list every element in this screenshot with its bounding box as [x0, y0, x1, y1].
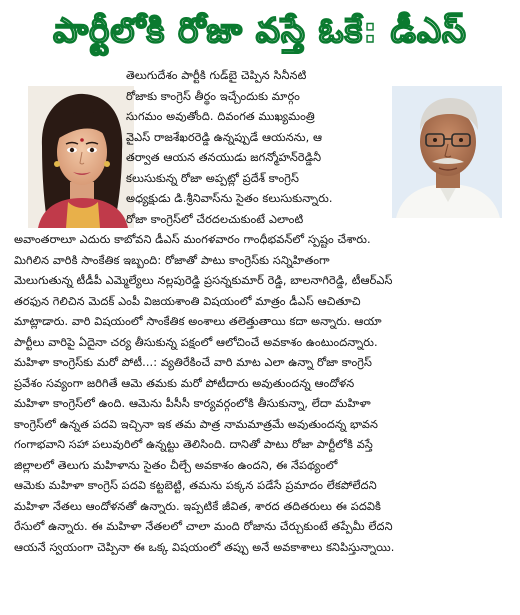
article-line: ఆయనే స్వయంగా చెప్పినా ఈ ఒక్క విషయంలో తప్పు అనే అవకాశాలు కనిపిస్తున్నాయి. [14, 540, 395, 554]
article-line: తర్వాత ఆయన తనయుడు జగన్మోహన్‌రెడ్డినీ [126, 151, 322, 164]
article-line: పార్టీలు వారిపై ఏదైనా చర్య తీసుకున్న పక్షంలో ఆలోచించే అవకాశం ఉంటుందన్నారు. [14, 335, 378, 349]
article-line: తరఫున గెలిచిన మెదక్ ఎంపీ విజయశాంతి విషయంలో మాత్రం డీఎస్ ఆచితూచి [14, 294, 361, 308]
article-line: కాంగ్రెస్‌లో ఉన్నత పదవి ఇచ్చినా ఇక తమ పాత్ర నామమాత్రమే అవుతుందన్న భావన [14, 417, 379, 431]
article-line: రోజాకు కాంగ్రెస్ తీర్థం ఇచ్చేందుకు మార్గం [126, 89, 300, 103]
article-line: మాట్లాడారు. వారి విషయంలో సాంకేతిక అంశాలు తలెత్తుతాయి కదా అన్నారు. ఆయా [14, 315, 382, 328]
article-line: కలుసుకున్న రోజా అప్పట్లో ప్రదేశ్ కాంగ్రెస్ [126, 171, 300, 185]
article-line: మహిళా నేతలు ఆందోళనతో ఉన్నారు. ఇప్పటికే జీవిత, శారద తదితరులు ఈ పదవికి [14, 499, 382, 513]
article-line: అవాంతరాలూ ఎదురు కాబోవని డీఎస్ మంగళవారం గాంధీభవన్‌లో స్పష్టం చేశారు. [14, 233, 371, 246]
article-line: ప్రవేశం సవ్యంగా జరిగితే ఆమె తమకు మరో పోటీదారు అవుతుందన్న ఆందోళన [14, 376, 355, 390]
article-line: మహిళా కాంగ్రెస్‌కు మరో పోటీ...: వ్యతిరేకించే వారి మాట ఎలా ఉన్నా రోజా కాంగ్రెస్ [14, 356, 372, 369]
article-line: మెలుగుతున్న టీడీపీ ఎమ్మెల్యేలు నల్లపురెడ్డి ప్రసన్నకుమార్ రెడ్డి, బాలనాగిరెడ్డి, టీఆర్ఎస్ [14, 274, 393, 287]
article-line: ఆమెకు మహిళా కాంగ్రెస్ పదవి కట్టబెట్టి, తమను పక్కన పడేసే ప్రమాదం లేకపోలేదని [14, 479, 377, 492]
headline: పార్టీలోకి రోజా వస్తే ఓకే: డీఎస్ [53, 11, 467, 51]
article-line: గంగాభవాని సహా పలువురిలో ఉన్నట్టు తెలిసింది. దానితో పాటు రోజా పార్టీలోకి వస్తే [14, 438, 373, 451]
article-line: మహిళా కాంగ్రెస్‌లో ఉంది. ఆమెను పీసీసీ కార్యవర్గంలోకి తీసుకున్నా, లేదా మహిళా [14, 397, 371, 410]
article-line: జిల్లాలలో తెలుగు మహిళాను సైతం చీల్చే అవకాశం ఉందని, ఈ నేపథ్యంలో [14, 458, 338, 472]
article-line: వైఎస్ రాజశేఖరరెడ్డి ఉన్నప్పుడే ఆయనను, ఆ [126, 130, 323, 144]
article-line: అధ్యక్షుడు డి.శ్రీనివాస్‌ను సైతం కలుసుకున్నారు. [126, 192, 333, 205]
article-line: తెలుగుదేశం పార్టీకి గుడ్‌బై చెప్పిన సినీనటి [126, 69, 307, 82]
article-line: మిగిలిన వారికి సాంకేతిక ఇబ్బంది: రోజాతో పాటు కాంగ్రెస్‌కు సన్నిహితంగా [14, 253, 330, 267]
article-line: సుగమం అవుతోంది. దివంగత ముఖ్యమంత్రి [126, 110, 315, 123]
article-body [14, 66, 508, 558]
article-line: రోజా కాంగ్రెస్‌లో చేరదలచుకుంటే ఎలాంటి [126, 212, 304, 226]
article-line: రేసులో ఉన్నారు. ఈ మహిళా నేతలలో చాలా మంది రోజాను చేర్చుకుంటే తప్పేమీ లేదని [14, 520, 393, 533]
